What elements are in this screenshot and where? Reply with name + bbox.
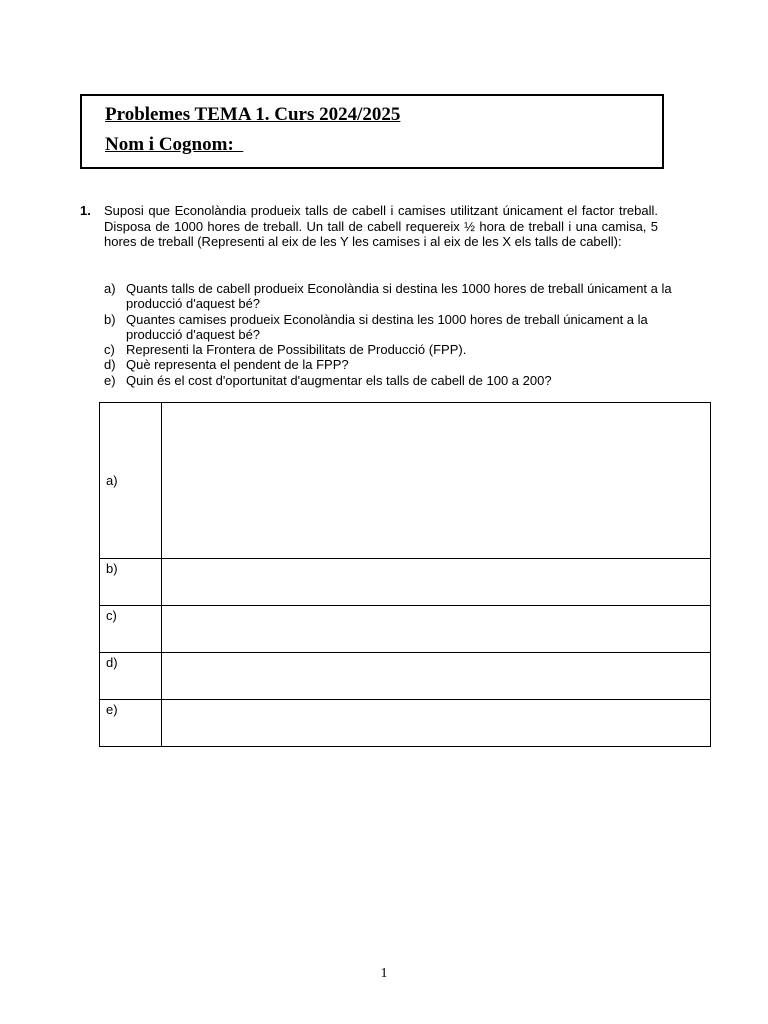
question-statement	[104, 203, 658, 250]
question-number: 1.	[80, 203, 91, 218]
subquestion-list	[104, 281, 688, 388]
answer-row-e	[100, 700, 711, 747]
answer-table	[99, 402, 711, 747]
header-box	[80, 94, 664, 169]
subquestion-e	[104, 373, 688, 388]
answer-label: e)	[100, 700, 162, 747]
subquestion-letter: a)	[104, 281, 116, 296]
answer-row-d	[100, 653, 711, 700]
answer-cell-b[interactable]	[162, 559, 711, 606]
subquestion-text: Què representa el pendent de la FPP?	[126, 357, 349, 373]
subquestion-d	[104, 357, 688, 372]
answer-label: c)	[100, 606, 162, 653]
subquestion-letter: d)	[104, 357, 116, 373]
document-title: Problemes TEMA 1. Curs 2024/2025	[105, 104, 401, 125]
answer-cell-a[interactable]	[162, 403, 711, 559]
subquestion-text: Representi la Frontera de Possibilitats de Producció (FPP).	[126, 342, 467, 358]
name-field-label: Nom i Cognom:	[105, 134, 244, 155]
subquestion-text: Quantes camises produeix Econolàndia si destina les 1000 hores de treball únicament a la producció d'aquest bé?	[126, 311, 648, 342]
answer-label: a)	[100, 403, 162, 559]
answer-cell-d[interactable]	[162, 653, 711, 700]
answer-cell-c[interactable]	[162, 606, 711, 653]
subquestion-letter: c)	[104, 342, 115, 358]
answer-row-a	[100, 403, 711, 559]
question-statement-text: Suposi que Econolàndia produeix talls de cabell i camises utilitzant únicament el factor treball. Disposa de 1000 hores de treball. Un tall de cabell requereix ½ hora de treball i una camisa, 5 hores de treball (Representi al eix de les Y les camises i al eix de les X els talls de cabell):	[104, 203, 658, 249]
subquestion-a	[104, 281, 688, 312]
subquestion-letter: e)	[104, 372, 116, 388]
page-number: 1	[380, 966, 388, 981]
answer-label: b)	[100, 559, 162, 606]
subquestion-c	[104, 342, 688, 357]
subquestion-text: Quin és el cost d'oportunitat d'augmentar els talls de cabell de 100 a 200?	[126, 372, 552, 388]
answer-label: d)	[100, 653, 162, 700]
answer-cell-e[interactable]	[162, 700, 711, 747]
subquestion-text: Quants talls de cabell produeix Econolàndia si destina les 1000 hores de treball únicament a la producció d'aquest bé?	[126, 281, 672, 312]
answer-row-c	[100, 606, 711, 653]
subquestion-letter: b)	[104, 311, 116, 327]
answer-row-b	[100, 559, 711, 606]
subquestion-b	[104, 312, 688, 343]
